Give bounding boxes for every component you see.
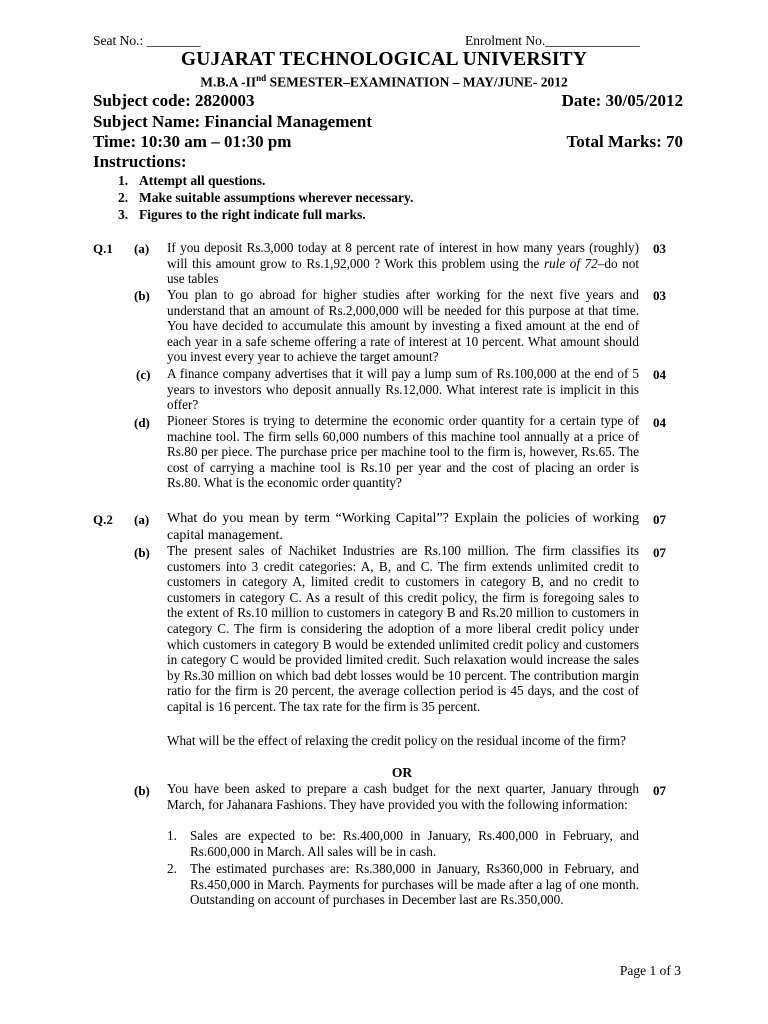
part-label: (d): [134, 415, 150, 430]
question-text: Pioneer Stores is trying to determine the economic order quantity for a certain type of machine tool. The firm sells 60,000 numbers of this machine tool annually at a price of Rs.80 per piece. The purchase price per machine tool to the firm is, however, Rs.65. The cost of carrying a machine tool is Rs.10 per year and the cost of placing an order is Rs.80. What is the economic order quantity?: [167, 413, 639, 491]
question-text: The present sales of Nachiket Industries are Rs.100 million. The firm classifies its customers into 3 credit categories: A, B, and C. The firm extends unlimited credit to customers in category A, limited credit to customers in category B, and no credit to customers in category C. As a result of this credit policy, the firm is foregoing sales to the extent of Rs.10 million to customers in category B and Rs.20 million to customers in category C. The firm is considering the adoption of a more liberal credit policy under which customers in category B would be extended unlimited credit policy and customers in category C would be provided limited credit. Such relaxation would increase the sales by Rs.30 million on which bad debt losses would be 10 percent. The contribution margin ratio for the firm is 20 percent, the average collection period is 45 days, and the cost of capital is 16 percent. The tax rate for the firm is 35 percent.: [167, 543, 639, 714]
list-item-text: The estimated purchases are: Rs.380,000 in January, Rs360,000 in February, and Rs.450,000 in March. Payments for purchases will be made after a lag of one month. Outstanding on account of purchases in December last are Rs.350,000.: [190, 861, 639, 908]
instructions-title: Instructions:: [93, 152, 187, 171]
list-item: [167, 828, 639, 859]
list-item-num: 2.: [167, 861, 177, 876]
subject-name: Subject Name: Financial Management: [93, 112, 373, 131]
instruction-text: Make suitable assumptions wherever necessary.: [139, 190, 414, 205]
marks: 07: [653, 512, 666, 527]
enrolment-no: Enrolment No.______________: [465, 33, 640, 48]
part-label: (b): [134, 783, 150, 798]
list-item-text: Sales are expected to be: Rs.400,000 in January, Rs.400,000 in February, and Rs.600,000 in March. All sales will be in cash.: [190, 828, 639, 859]
marks: 04: [653, 415, 666, 430]
semester-line: M.B.A -IInd SEMESTER–EXAMINATION – MAY/JUNE- 2012: [200, 73, 568, 90]
question-text: What do you mean by term “Working Capital”? Explain the policies of working capital management.: [167, 511, 639, 543]
part-label: (b): [134, 288, 150, 303]
marks: 07: [653, 783, 666, 798]
seat-no: Seat No.: ________: [93, 33, 201, 48]
part-label: (a): [134, 512, 150, 527]
part-label: (c): [136, 367, 151, 382]
subject-code: Subject code: 2820003: [93, 91, 255, 110]
question-label: Q.2: [93, 512, 113, 527]
part-label: (b): [134, 545, 150, 560]
question-label: Q.1: [93, 241, 113, 256]
instruction-text: Attempt all questions.: [139, 173, 266, 188]
question-text: You have been asked to prepare a cash budget for the next quarter, January through March, for Jahanara Fashions. They have provided you with the following information:: [167, 781, 639, 812]
university-name: GUJARAT TECHNOLOGICAL UNIVERSITY: [180, 49, 588, 70]
list-item-num: 1.: [167, 828, 177, 843]
question-text: If you deposit Rs.3,000 today at 8 percent rate of interest in how many years (roughly) will this amount grow to Rs.1,92,000 ? Work this problem using the rule of 72–do not use tables: [167, 240, 639, 287]
instruction-num: 2.: [118, 190, 129, 205]
question-subtext: What will be the effect of relaxing the credit policy on the residual income of the firm?: [167, 733, 626, 748]
marks: 07: [653, 545, 666, 560]
marks: 03: [653, 288, 666, 303]
or-separator: OR: [391, 765, 413, 780]
part-label: (a): [134, 241, 150, 256]
marks: 03: [653, 241, 666, 256]
total-marks: Total Marks: 70: [566, 132, 683, 151]
list-item: [167, 861, 639, 908]
instruction-num: 3.: [118, 207, 129, 222]
instruction-text: Figures to the right indicate full marks.: [139, 207, 366, 222]
exam-date: Date: 30/05/2012: [561, 91, 683, 110]
exam-time: Time: 10:30 am – 01:30 pm: [93, 132, 292, 151]
page-number: Page 1 of 3: [619, 963, 681, 978]
marks: 04: [653, 367, 666, 382]
question-text: You plan to go abroad for higher studies after working for the next five years and understand that an amount of Rs.2,000,000 will be needed for this purpose at that time. You have decided to accumulate this amount by investing a fixed amount at the end of each year in a safe scheme offering a rate of interest at 10 percent. What amount should you invest every year to achieve the target amount?: [167, 287, 639, 365]
instruction-num: 1.: [118, 173, 129, 188]
question-text: A finance company advertises that it will pay a lump sum of Rs.100,000 at the end of 5 years to investors who deposit annually Rs.12,000. What interest rate is implicit in this offer?: [167, 366, 639, 413]
